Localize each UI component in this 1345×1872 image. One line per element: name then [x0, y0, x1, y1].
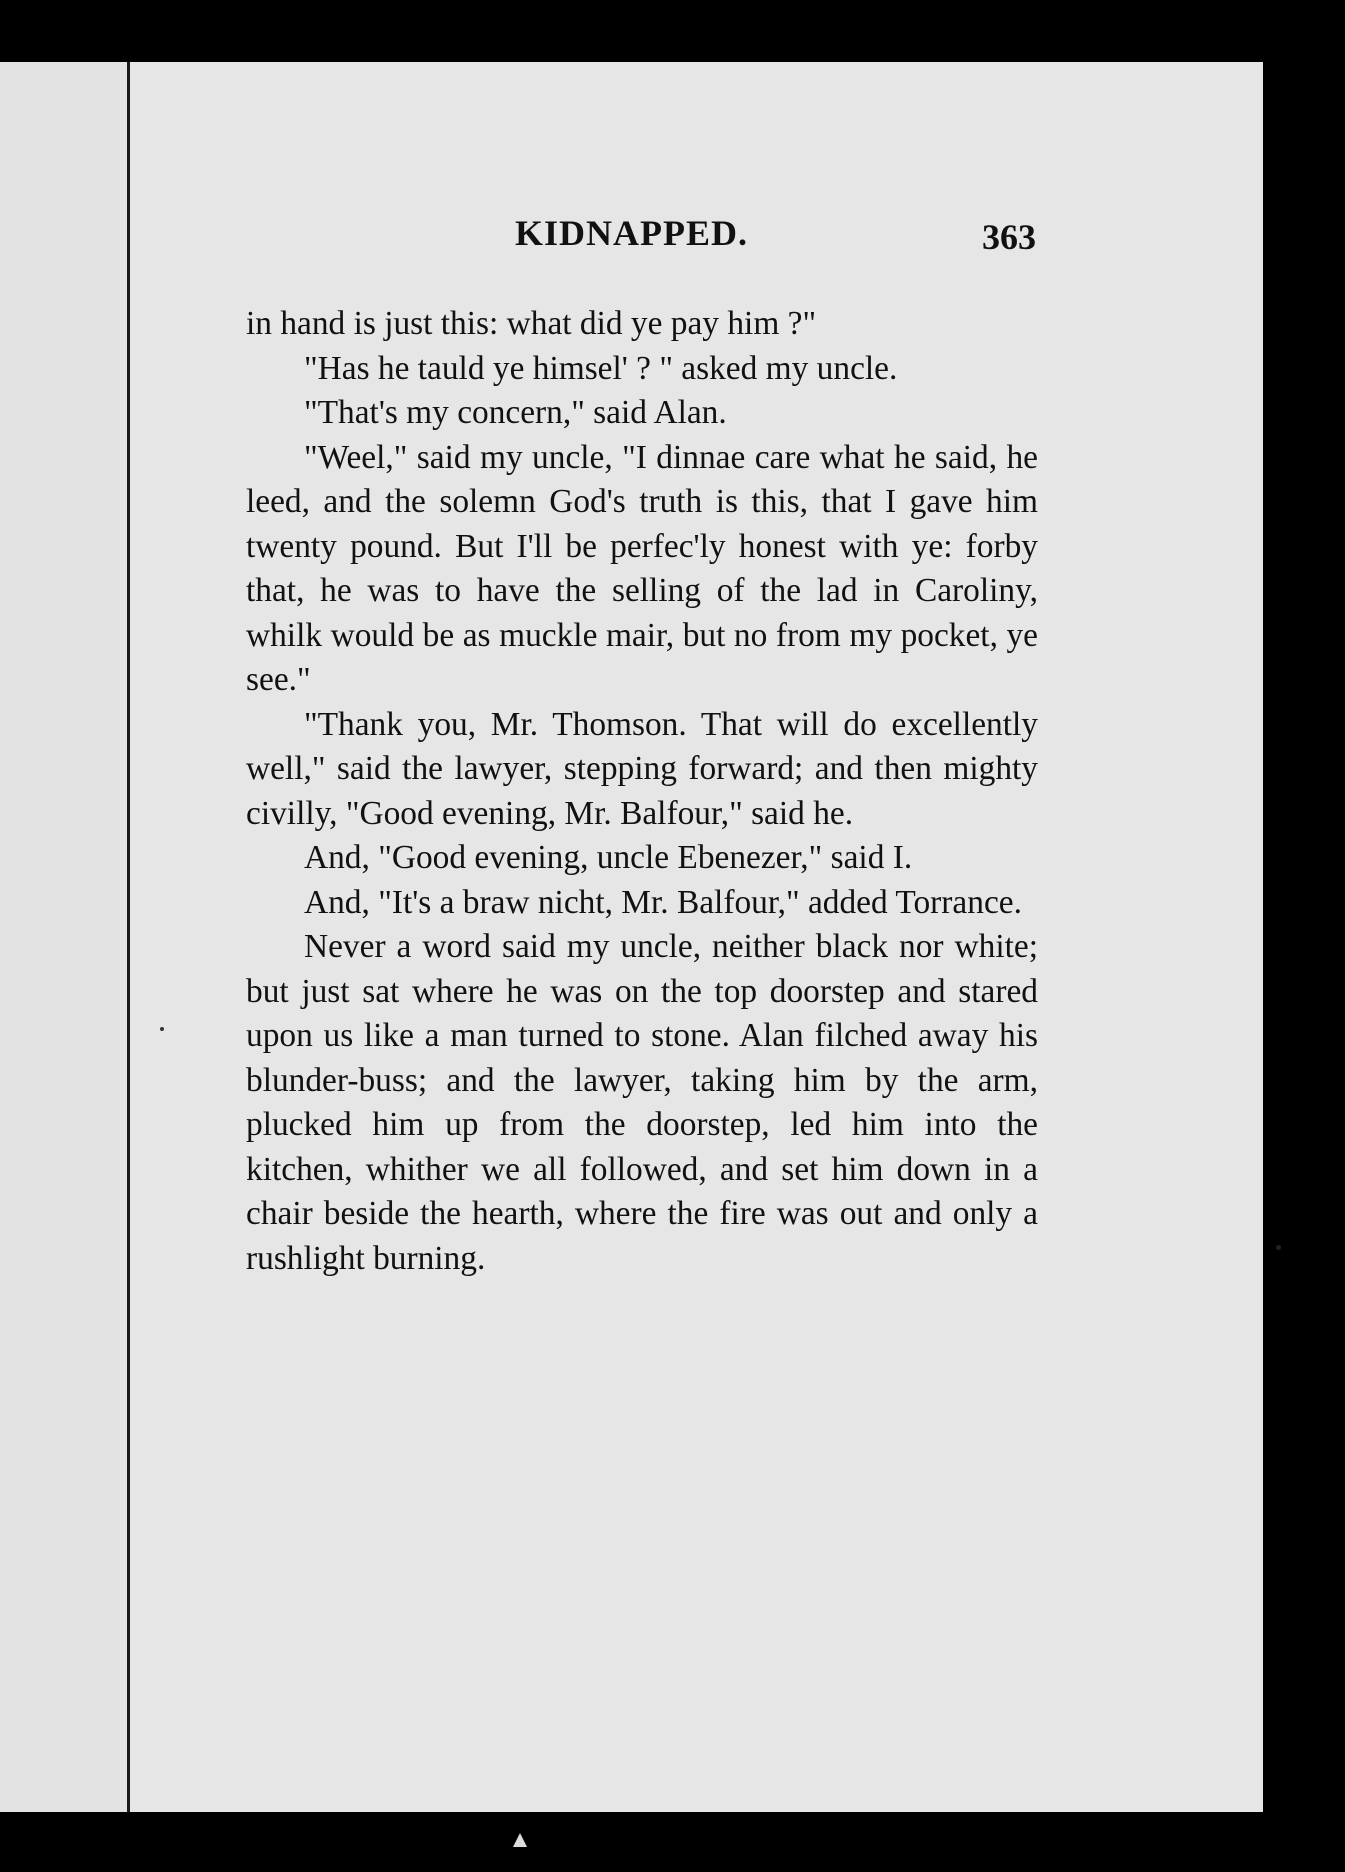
scan-marker-icon — [513, 1833, 527, 1847]
page-header — [130, 212, 1263, 292]
paragraph: And, "It's a braw nicht, Mr. Balfour," added Torrance. — [304, 883, 1022, 921]
book-page — [130, 62, 1263, 1812]
paragraph: "Weel," said my uncle, "I dinnae care what he said, he leed, and the solemn God's truth is this, that I gave him twenty pound. But I'll be perfec'ly honest with ye: forby that, he was to have the selling of the lad in Caroliny, whilk would be as muckle mair, but no from my pocket, ye see." — [246, 438, 1038, 698]
body-text — [246, 302, 1038, 1281]
paragraph: And, "Good evening, uncle Ebenezer," said I. — [304, 839, 913, 876]
paragraph: in hand is just this: what did ye pay him ?" — [246, 305, 817, 342]
page-number: 363 — [982, 217, 1036, 257]
paragraph: "Has he tauld ye himsel' ? " asked my uncle. — [304, 349, 898, 387]
paragraph: Never a word said my uncle, neither black nor white; but just sat where he was on the top doorstep and stared upon us like a man turned to stone. Alan filched away his blunder-buss; and the lawyer, taking him by the arm, plucked him up from the doorstep, led him into the kitchen, whither we all followed, and set him down in a chair beside the hearth, where the fire was out and only a rushlight burning. — [246, 928, 1038, 1277]
scan-speck — [160, 1027, 164, 1031]
facing-page-edge — [0, 62, 129, 1812]
scan-speck — [1276, 1245, 1281, 1250]
paragraph: "Thank you, Mr. Thomson. That will do excellently well," said the lawyer, stepping forward; and then mighty civilly, "Good evening, Mr. Balfour," said he. — [246, 705, 1038, 832]
paragraph: "That's my concern," said Alan. — [304, 394, 727, 431]
running-title: KIDNAPPED. — [515, 213, 748, 253]
